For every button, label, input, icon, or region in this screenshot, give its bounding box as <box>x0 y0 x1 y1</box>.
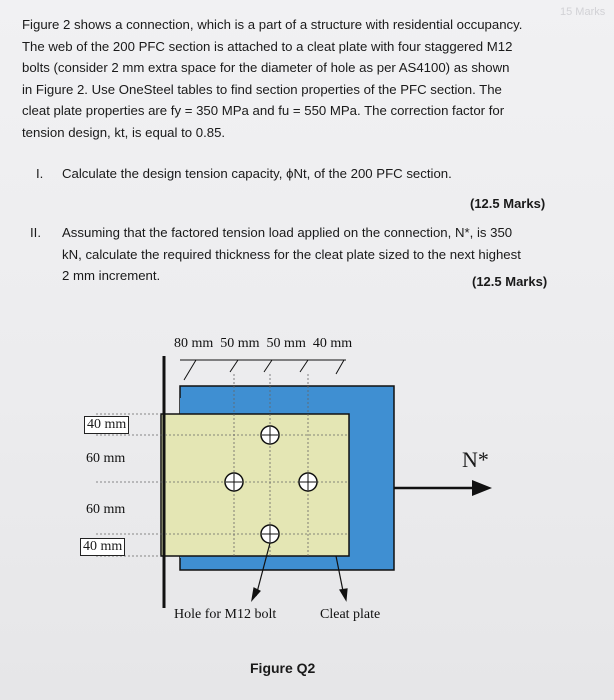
left-dimension: 60 mm <box>86 502 126 517</box>
left-dimension: 40 mm <box>84 416 129 434</box>
load-label: N* <box>462 447 489 472</box>
question-2-line: Assuming that the factored tension load applied on the connection, N*, is 350 <box>62 225 513 240</box>
question-1-marks: (12.5 Marks) <box>470 196 546 211</box>
bolt <box>225 473 243 491</box>
load-arrow <box>394 480 492 496</box>
problem-line: tension design, kt, is equal to 0.85. <box>22 124 226 140</box>
bolt <box>299 473 317 491</box>
question-1-line: Calculate the design tension capacity, ϕNt, of the 200 PFC section. <box>62 166 452 181</box>
bolt <box>261 426 279 444</box>
marks-watermark: 15 Marks <box>560 6 606 18</box>
question-2-line: kN, calculate the required thickness for the cleat plate sized to the next highest <box>62 246 521 262</box>
figure-caption: Figure Q2 <box>250 660 316 676</box>
problem-line: The web of the 200 PFC section is attached to a cleat plate with four staggered M12 <box>22 38 513 54</box>
question-2-line: 2 mm increment. <box>62 268 161 283</box>
top-dim-ticks <box>184 360 344 380</box>
question-1-number: I. <box>36 166 44 181</box>
hole-label: Hole for M12 bolt <box>174 607 277 622</box>
problem-line: in Figure 2. Use OneSteel tables to find section properties of the PFC section. The <box>22 81 502 97</box>
problem-line: bolts (consider 2 mm extra space for the diameter of hole as per AS4100) as shown <box>22 60 510 75</box>
problem-line: cleat plate properties are fy = 350 MPa and fu = 550 MPa. The correction factor for <box>22 103 505 118</box>
cleat-plate-label: Cleat plate <box>320 607 381 622</box>
problem-line: Figure 2 shows a connection, which is a part of a structure with residential occupancy. <box>22 17 523 32</box>
bolt <box>261 525 279 543</box>
top-dimensions: 80 mm 50 mm 50 mm 40 mm <box>174 336 353 351</box>
left-dimension: 60 mm <box>86 451 126 466</box>
question-2-number: II. <box>30 225 41 240</box>
question-2-marks: (12.5 Marks) <box>472 274 548 289</box>
left-dimension: 40 mm <box>80 538 125 556</box>
